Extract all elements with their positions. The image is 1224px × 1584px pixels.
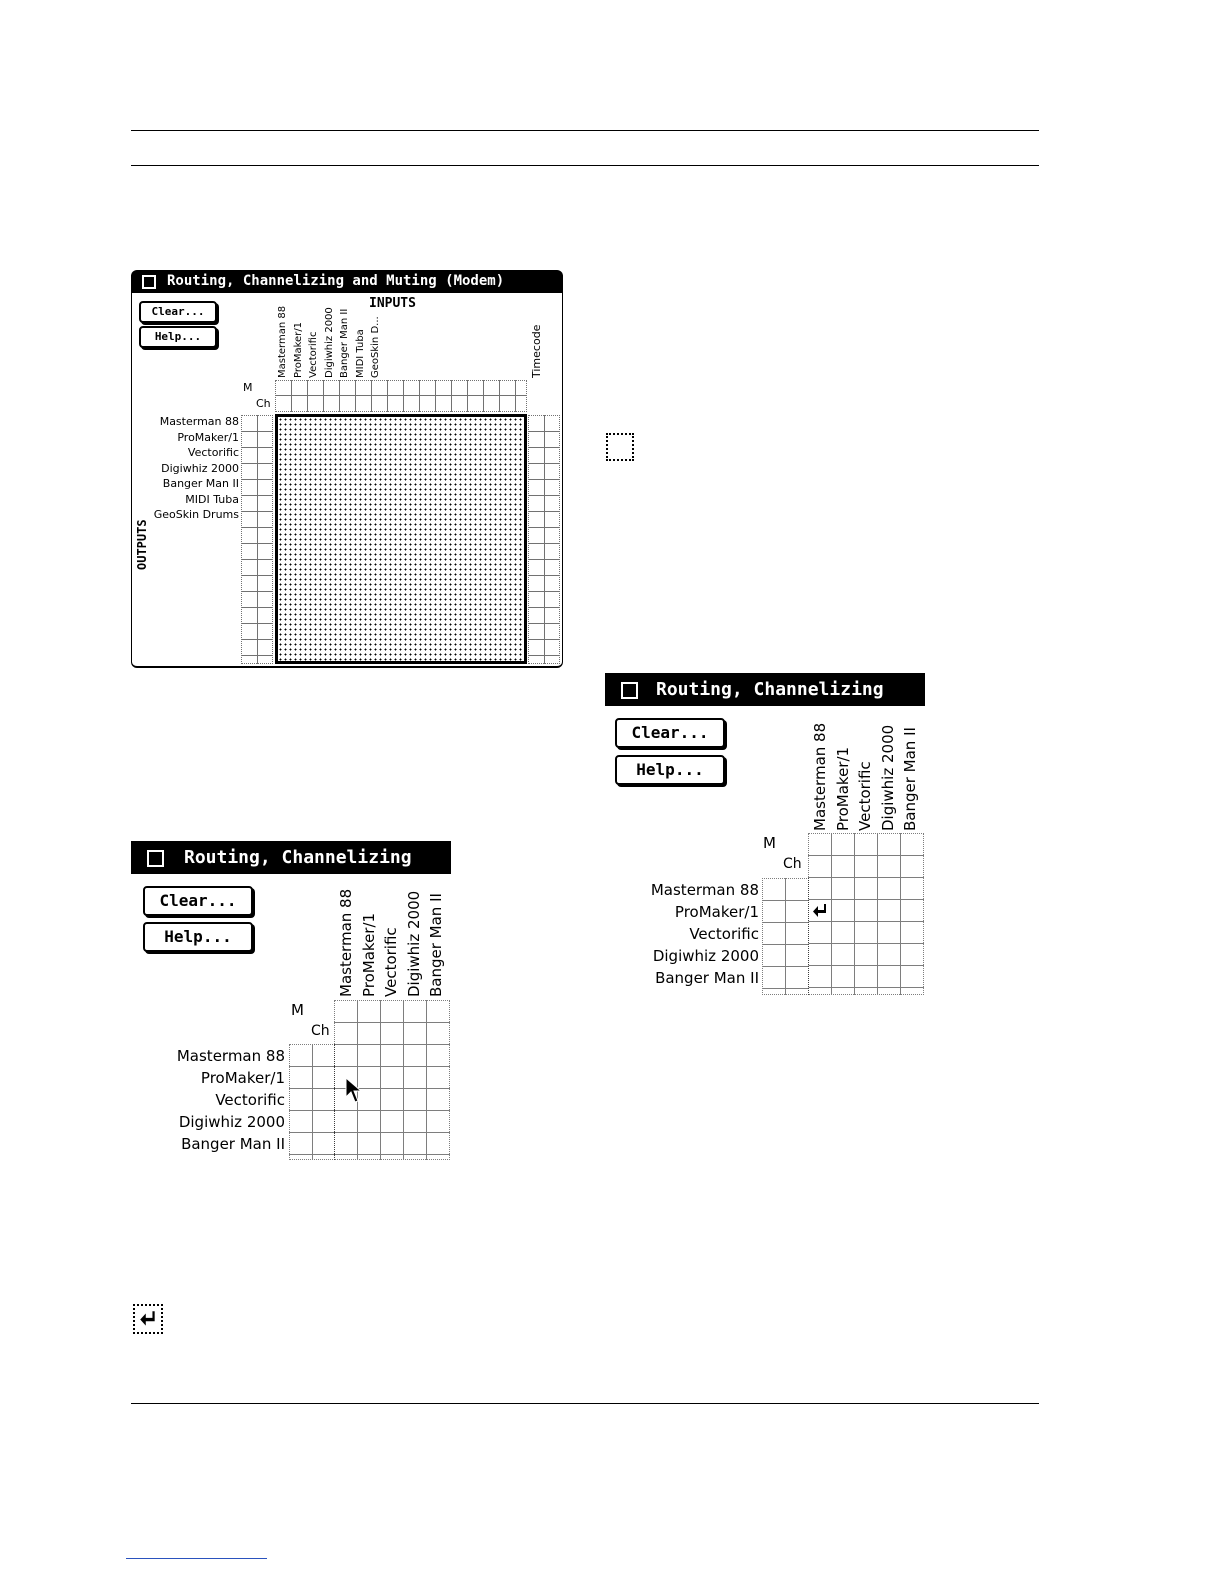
m-label: M	[291, 1001, 304, 1019]
close-box[interactable]	[621, 682, 638, 699]
return-arrow-icon	[811, 902, 829, 920]
output-row-label: Banger Man II	[162, 477, 239, 490]
output-mute-channel-cells[interactable]	[289, 1044, 335, 1160]
window-title: Routing, Channelizing and Muting (Modem)	[167, 273, 505, 289]
output-row-label: Digiwhiz 2000	[161, 461, 239, 475]
ch-label: Ch	[256, 397, 271, 410]
input-column-label: Masterman 88	[811, 722, 829, 831]
clear-button[interactable]: Clear...	[139, 301, 217, 323]
close-box[interactable]	[142, 275, 156, 289]
input-column-label: Vectorific	[382, 927, 400, 997]
clear-button[interactable]: Clear...	[615, 718, 725, 748]
window-title-bar[interactable]	[605, 673, 925, 706]
ch-label: Ch	[311, 1023, 330, 1039]
inputs-heading: INPUTS	[369, 296, 416, 311]
return-arrow-icon	[138, 1309, 158, 1329]
output-row-label: ProMaker/1	[200, 1069, 285, 1087]
return-arrow-cell-icon	[133, 1304, 163, 1334]
input-column-label: Masterman 88	[277, 305, 288, 378]
help-button[interactable]: Help...	[139, 326, 217, 348]
input-column-label: Masterman 88	[337, 888, 355, 997]
output-row-label: MIDI Tuba	[185, 492, 239, 506]
output-row-label: Vectorific	[689, 925, 759, 943]
output-row-label: GeoSkin Drums	[153, 508, 239, 521]
ch-label: Ch	[783, 856, 802, 872]
output-row-label: Masterman 88	[159, 415, 239, 428]
input-column-label: Digiwhiz 2000	[404, 890, 423, 997]
input-column-label: Banger Man II	[339, 308, 350, 378]
input-column-label: Vectorific	[308, 331, 319, 378]
routing-matrix[interactable]	[275, 414, 527, 664]
output-row-label: Banger Man II	[181, 1135, 285, 1153]
routing-window-large	[131, 270, 563, 668]
empty-cell-icon	[606, 433, 634, 461]
help-button[interactable]: Help...	[615, 755, 725, 785]
routing-window-left	[131, 841, 451, 1161]
outputs-heading: OUTPUTS	[135, 519, 149, 570]
footer-rule	[131, 1403, 1039, 1404]
window-title-bar[interactable]	[131, 841, 451, 874]
help-button[interactable]: Help...	[143, 922, 253, 952]
input-column-label: ProMaker/1	[833, 746, 852, 831]
timecode-label: Timecode	[530, 324, 543, 378]
output-row-label: Digiwhiz 2000	[652, 947, 759, 965]
output-row-label: Vectorific	[187, 446, 239, 459]
window-title: Routing, Channelizing	[184, 847, 412, 868]
footer-link-rule	[126, 1558, 267, 1559]
routing-window-right	[605, 673, 925, 995]
output-row-label: Banger Man II	[655, 969, 759, 987]
input-column-label: GeoSkin D...	[370, 316, 381, 378]
mute-channel-strip[interactable]	[275, 380, 527, 412]
arrow-cursor-icon	[345, 1077, 363, 1105]
output-mute-channel-cells[interactable]	[762, 878, 809, 995]
input-column-label: Digiwhiz 2000	[323, 307, 335, 378]
close-box[interactable]	[147, 850, 164, 867]
input-column-label: ProMaker/1	[292, 321, 304, 378]
input-column-label: Vectorific	[856, 761, 874, 831]
output-row-label: Digiwhiz 2000	[178, 1113, 285, 1131]
header-rule-bottom	[131, 165, 1039, 166]
clear-button[interactable]: Clear...	[143, 886, 253, 916]
output-mute-channel-cells[interactable]	[241, 415, 273, 664]
m-label: M	[243, 381, 253, 394]
output-row-label: ProMaker/1	[674, 903, 759, 921]
header-rule-top	[131, 130, 1039, 131]
input-column-label: ProMaker/1	[359, 912, 378, 997]
input-column-label: Digiwhiz 2000	[878, 724, 897, 831]
output-row-label: Masterman 88	[650, 881, 759, 899]
output-row-label: Vectorific	[215, 1091, 285, 1109]
output-row-label: Masterman 88	[176, 1047, 285, 1065]
window-title-bar[interactable]	[131, 270, 563, 293]
input-column-label: Banger Man II	[427, 893, 445, 997]
m-label: M	[763, 834, 776, 852]
input-column-label: MIDI Tuba	[354, 329, 366, 378]
output-row-label: ProMaker/1	[177, 430, 239, 444]
window-title: Routing, Channelizing	[656, 679, 884, 700]
input-column-label: Banger Man II	[901, 727, 919, 831]
timecode-cells[interactable]	[528, 415, 560, 664]
